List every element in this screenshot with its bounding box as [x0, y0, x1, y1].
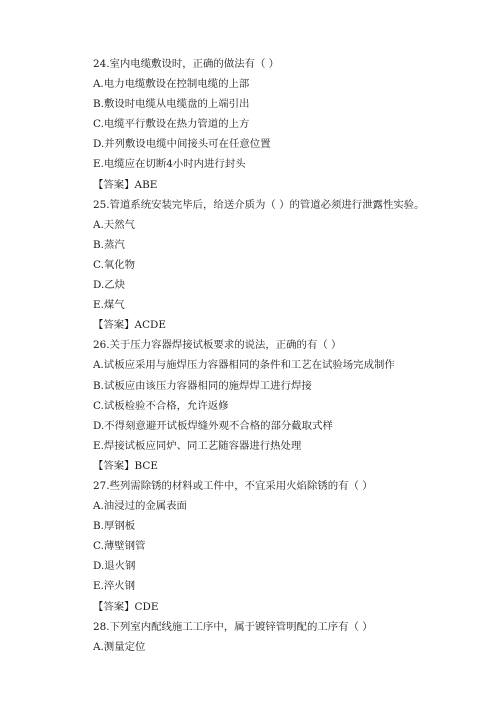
answer-line: 【答案】BCE — [93, 459, 158, 472]
option-c: C.氧化物 — [93, 258, 136, 271]
question-stem: 28.下列室内配线施工工序中，属于镀锌管明配的工序有（ ） — [93, 620, 373, 633]
question-28 — [93, 621, 473, 654]
question-stem: 27.些列需除锈的材料或工件中，不宜采用火焰除锈的有（ ） — [93, 479, 373, 492]
option-e: E.淬火钢 — [93, 580, 136, 593]
option-d: D.乙炔 — [93, 279, 126, 292]
option-a: A.测量定位 — [93, 640, 146, 653]
option-a: A.油浸过的金属表面 — [93, 500, 187, 513]
option-b: B.敷设时电缆从电缆盘的上端引出 — [93, 98, 250, 111]
question-stem: 24.室内电缆敷设时，正确的做法有（ ） — [93, 58, 280, 70]
question-27 — [93, 480, 473, 614]
question-25 — [93, 199, 473, 333]
answer-line: 【答案】ABE — [93, 178, 158, 191]
answer-line: 【答案】CDE — [93, 600, 159, 613]
question-24 — [93, 58, 473, 192]
option-a: A.天然气 — [93, 218, 135, 231]
option-a: A.电力电缆敷设在控制电缆的上部 — [93, 78, 250, 91]
option-e: E.煤气 — [93, 299, 125, 312]
option-b: B.蒸汽 — [93, 238, 125, 251]
option-c: C.电缆平行敷设在热力管道的上方 — [93, 118, 250, 131]
option-e: E.焊接试板应同炉、同工艺随容器进行热处理 — [93, 439, 302, 452]
answer-line: 【答案】ACDE — [93, 319, 166, 332]
option-d: D.不得刻意避开试板焊缝外观不合格的部分截取式样 — [93, 419, 333, 432]
option-c: C.薄壁钢管 — [93, 540, 146, 553]
option-b: B.厚钢板 — [93, 520, 136, 533]
option-a: A.试板应采用与施焊压力容器相同的条件和工艺在试验场完成制作 — [93, 359, 395, 372]
option-d: D.退火钢 — [93, 560, 136, 573]
option-d: D.并列敷设电缆中间接头可在任意位置 — [93, 138, 271, 151]
question-26 — [93, 339, 473, 473]
exam-page — [93, 58, 473, 661]
option-b: B.试板应由该压力容器相同的施焊焊工进行焊接 — [93, 379, 312, 392]
question-stem: 25.管道系统安装完毕后，给送介质为（ ）的管道必须进行泄露性实验。 — [93, 198, 425, 211]
question-stem: 26.关于压力容器焊接试板要求的说法，正确的有（ ） — [93, 339, 342, 352]
option-e: E.电缆应在切断4小时内进行封头 — [93, 158, 246, 171]
option-c: C.试板检验不合格，允许返修 — [93, 399, 229, 412]
